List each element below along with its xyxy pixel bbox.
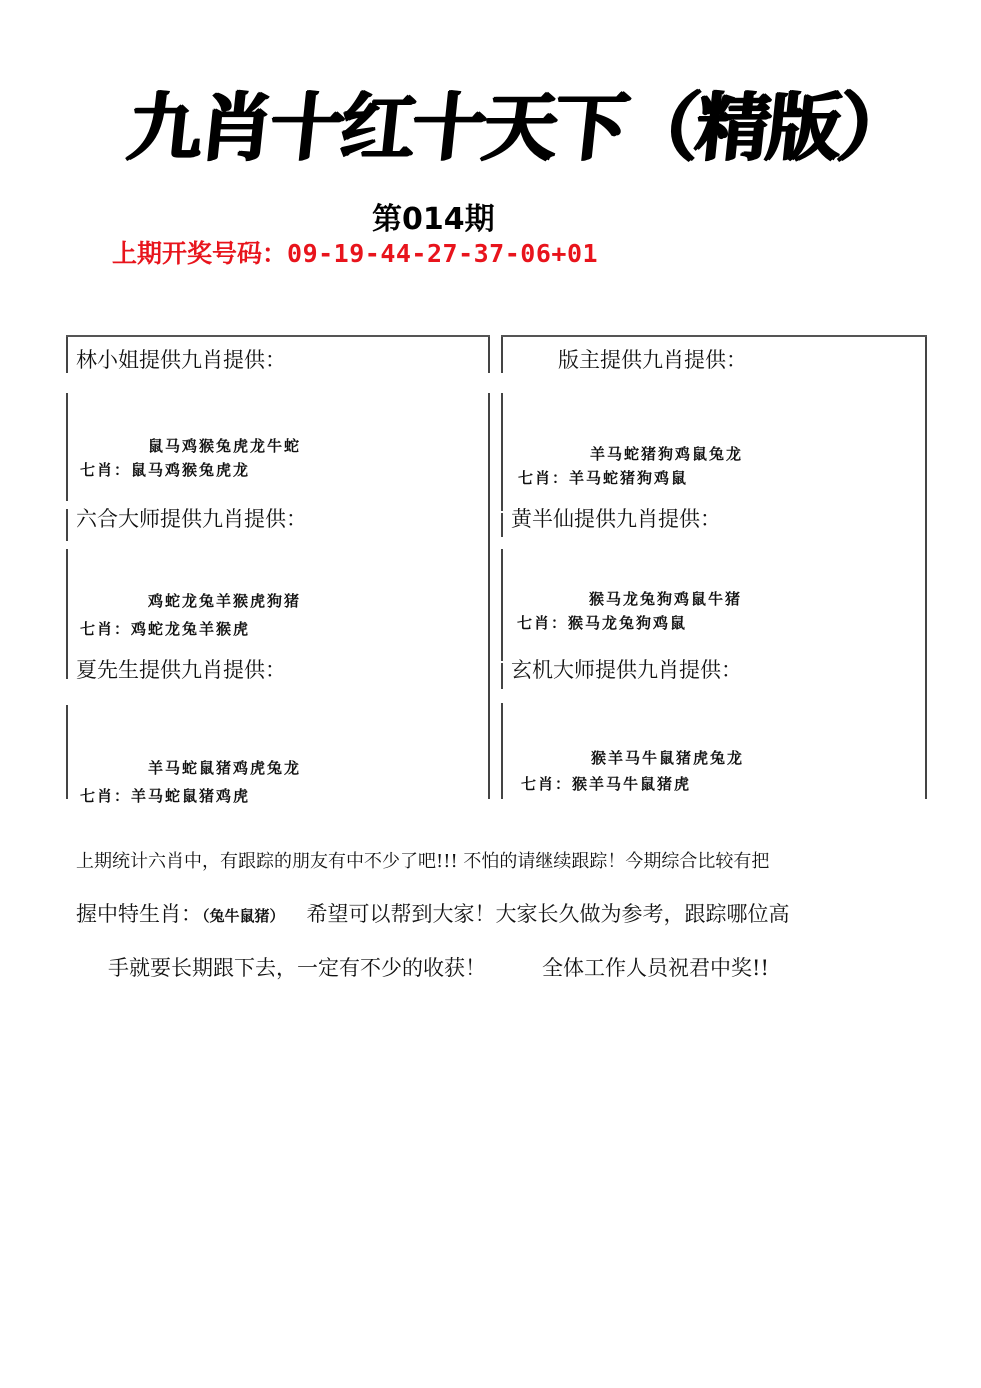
prediction-entry [76,505,307,638]
last-draw-result [112,237,598,271]
seven-zodiac-row [80,460,250,480]
provider-heading: 林小姐提供九肖提供： [76,348,286,372]
box-border [488,393,490,799]
nine-zodiac-list: 猴马龙兔狗鸡鼠牛猪 [589,590,743,608]
seven-label: 七肖： [518,469,570,487]
closing-wish: 全体工作人员祝君中奖!! [542,956,769,980]
nine-zodiac-list: 羊马蛇猪狗鸡鼠兔龙 [590,445,744,463]
prediction-entry [511,505,743,632]
last-draw-numbers: 09-19-44-27-37-06+01 [287,239,599,268]
box-border [66,393,68,501]
provider-heading: 夏先生提供九肖提供： [76,658,286,682]
box-border [66,337,68,373]
seven-label: 七肖： [80,461,132,479]
provider-heading: 六合大师提供九肖提供： [76,507,307,531]
special-zodiac-label: 握中特生肖： [76,902,202,926]
footer-line-2-suffix: 希望可以帮到大家！大家长久做为参考，跟踪哪位高 [306,902,790,926]
footer-line-1: 上期统计六肖中，有跟踪的朋友有中不少了吧!!! 不怕的请继续跟踪！今期综合比较有把 [76,851,770,872]
box-border [488,337,490,373]
last-draw-label: 上期开奖号码： [112,239,288,268]
prediction-entry [511,656,745,793]
seven-zodiac-row [80,619,250,639]
box-border [66,705,68,799]
nine-zodiac-list: 鼠马鸡猴兔虎龙牛蛇 [148,437,302,455]
footer-line-3 [108,954,769,982]
box-border [66,663,68,679]
seven-zodiac-list: 羊马蛇猪狗鸡鼠 [569,469,689,487]
seven-label: 七肖： [80,620,132,638]
seven-zodiac-list: 猴马龙兔狗鸡鼠 [568,614,688,632]
footer-line-3-main: 手就要长期跟下去，一定有不少的收获！ [108,956,486,980]
prediction-entry [76,656,302,805]
seven-zodiac-row [80,786,250,806]
left-prediction-box [66,335,490,799]
right-prediction-box [501,335,927,799]
special-zodiac-picks: （兔牛鼠猪） [202,907,285,925]
box-border [925,337,927,799]
seven-zodiac-row [518,468,688,488]
banner-title: 九肖十红十天下（精版） [123,85,914,171]
issue-number: 第014期 [372,202,495,237]
seven-zodiac-row [517,613,687,633]
box-border [501,549,503,661]
box-border [66,549,68,671]
seven-zodiac-list: 羊马蛇鼠猪鸡虎 [131,787,251,805]
footer-line-2 [76,900,790,930]
provider-heading: 版主提供九肖提供： [558,348,747,372]
prediction-entry [518,346,747,487]
nine-zodiac-list: 羊马蛇鼠猪鸡虎兔龙 [148,759,302,777]
provider-heading: 玄机大师提供九肖提供： [511,658,742,682]
nine-zodiac-list: 猴羊马牛鼠猪虎兔龙 [591,749,745,767]
box-border [501,513,503,537]
seven-zodiac-list: 猴羊马牛鼠猪虎 [572,775,692,793]
box-border [501,703,503,799]
box-border [66,509,68,541]
seven-label: 七肖： [521,775,573,793]
prediction-entry [76,346,302,479]
box-border [501,337,503,373]
seven-label: 七肖： [80,787,132,805]
box-border [501,393,503,511]
box-border [501,663,503,689]
provider-heading: 黄半仙提供九肖提供： [511,507,721,531]
seven-zodiac-list: 鼠马鸡猴兔虎龙 [131,461,251,479]
seven-zodiac-list: 鸡蛇龙兔羊猴虎 [131,620,251,638]
seven-zodiac-row [521,774,691,794]
seven-label: 七肖： [517,614,569,632]
nine-zodiac-list: 鸡蛇龙兔羊猴虎狗猪 [148,592,302,610]
